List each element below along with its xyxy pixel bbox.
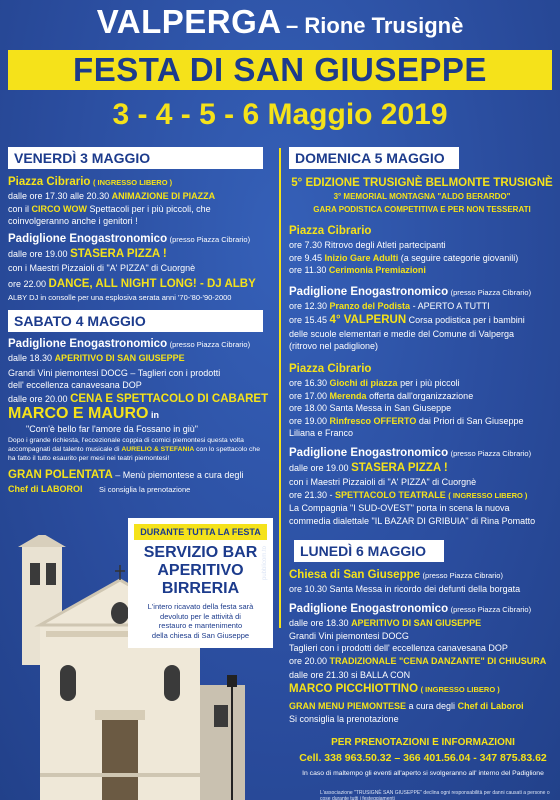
event-highlight: APERITIVO DI SAN GIUSEPPE [351, 618, 482, 628]
text: Grandi Vini piemontesi DOCG – Taglieri con i prodotti [8, 367, 221, 378]
day-header-lunedi: LUNEDÌ 6 MAGGIO [294, 540, 444, 562]
event-highlight: Cerimonia Premiazioni [328, 265, 426, 275]
text: con i Maestri Pizzaioli di "A' PIZZA" di Cuorgnè [289, 477, 477, 487]
text: in [150, 410, 159, 420]
text: ore 18.00 Santa Messa in San Giuseppe [289, 403, 452, 413]
city-name: VALPERGA [96, 3, 282, 40]
time-text: ore 21.30 - [289, 489, 333, 500]
place-label: Padiglione Enogastronomico [289, 603, 449, 615]
text: della chiesa di San Giuseppe [151, 630, 250, 640]
day-header-venerdi: VENERDÌ 3 MAGGIO [8, 147, 263, 169]
text: devoluto per le attività di [160, 611, 241, 621]
text: Liliana e Franco [289, 428, 354, 438]
text: per i più piccoli [400, 378, 460, 388]
text: dai Priori di San Giuseppe [418, 415, 524, 426]
time-text: dalle ore 18.30 [289, 618, 349, 628]
event-highlight: GRAN POLENTATA [8, 469, 113, 481]
event-dates: 3 - 4 - 5 - 6 Maggio 2019 [112, 98, 448, 131]
bar-box-header: DURANTE TUTTA LA FESTA [134, 524, 267, 540]
place-note: (presso Piazza Cibrario) [169, 235, 251, 244]
phone-numbers: Cell. 338 963.50.32 – 366 401.56.04 - 347 875.83.62 [299, 752, 547, 764]
place-note: (presso Piazza Cibrario) [169, 340, 251, 349]
chef-label: Chef di LABOROI [8, 484, 83, 494]
text: ha fatto il tutto esaurito per mesi nei teatri piemontesi! [8, 454, 170, 462]
event-highlight: STASERA PIZZA ! [351, 462, 448, 474]
bar-line: APERITIVO [157, 562, 244, 579]
day-header-domenica: DOMENICA 5 MAGGIO [289, 147, 459, 169]
rione-name: – Rione Trusignè [286, 13, 464, 38]
weather-note: In caso di maltempo gli eventi all'aperto si svolgeranno all' interno del Padiglione [302, 770, 544, 777]
text: L'intero ricavato della festa sarà [147, 602, 254, 611]
chef-label: Chef di Laboroi [457, 701, 524, 711]
event-highlight: CIRCO WOW [31, 203, 88, 214]
text: con il [8, 203, 30, 214]
text: (a seguire categorie giovanili) [400, 252, 519, 263]
text: Grandi Vini piemontesi DOCG [289, 630, 409, 641]
lunedi-block-2 [289, 602, 557, 697]
place-note: (presso Piazza Cibrario) [450, 288, 532, 297]
column-divider [279, 148, 281, 628]
place-note: ( INGRESSO LIBERO ) [420, 684, 500, 694]
place-label: Piazza Cibrario [289, 363, 372, 375]
text: accompagnati dal talento musicale di [8, 445, 120, 453]
time-text: ore 9.45 [289, 252, 323, 263]
bar-info-box [128, 518, 273, 648]
bar-line: SERVIZIO BAR [143, 544, 258, 561]
domenica-block-4 [289, 446, 557, 527]
show-title: "Com'è bello far l'amore da Fossano in giù" [26, 424, 198, 434]
text: ore 7.30 Ritrovo degli Atleti partecipanti [289, 240, 446, 250]
domenica-block-2 [289, 285, 557, 353]
text: La Compagnia "I SUD-OVEST" porta in scena la nuova [289, 503, 510, 513]
venerdi-block-1 [8, 175, 276, 228]
event-highlight: Merenda [329, 390, 367, 401]
lunedi-block-3 [289, 700, 557, 725]
bar-service-text [128, 544, 273, 598]
info-block [289, 736, 557, 778]
text: - APERTO A TUTTI [412, 301, 490, 311]
text: a cura degli [408, 701, 456, 711]
info-title: PER PRENOTAZIONI E INFORMAZIONI [331, 737, 515, 748]
place-label: Padiglione Enogastronomico [289, 286, 449, 298]
event-highlight: TRADIZIONALE "CENA DANZANTE" DI CHIUSURA [329, 655, 547, 666]
domenica-race-block [287, 176, 557, 216]
event-highlight: Pranzo del Podista [329, 301, 411, 311]
text: coinvolgeranno anche i genitori ! [8, 216, 138, 226]
event-highlight: Inizio Gare Adulti [324, 252, 399, 263]
sabato-block-2 [8, 404, 276, 463]
note-text: Si consiglia la prenotazione [289, 713, 399, 724]
text: Spettacoli per i più piccoli, che [89, 203, 211, 214]
performer-name: MARCO PICCHIOTTINO [289, 682, 419, 695]
place-label: Padiglione Enogastronomico [8, 338, 168, 350]
time-text: dalle ore 17.30 alle 20.30 [8, 191, 110, 201]
text: ore 10.30 Santa Messa in ricordo dei defunti della borgata [289, 584, 521, 594]
performer-name: MARCO E MAURO [8, 405, 149, 422]
place-note: (presso Piazza Cibrario) [450, 605, 532, 614]
sabato-block-1 [8, 337, 276, 407]
event-highlight: STASERA PIZZA ! [70, 248, 167, 260]
race-edition: 5° EDIZIONE TRUSIGNÈ BELMONTE TRUSIGNÈ [291, 177, 553, 189]
time-text: ore 15.45 [289, 314, 328, 325]
race-memorial: 3° MEMORIAL MONTAGNA "ALDO BERARDO" [333, 192, 511, 201]
event-highlight: 4° VALPERUN [329, 313, 407, 326]
festa-title: FESTA DI SAN GIUSEPPE [8, 50, 552, 90]
text: dell' eccellenza canavesana DOP [8, 380, 142, 390]
event-highlight: DANCE, ALL NIGHT LONG! - DJ ALBY [48, 277, 256, 290]
header-title [0, 2, 560, 49]
place-label: Piazza Cibrario [8, 176, 91, 188]
domenica-block-3 [289, 362, 557, 440]
venerdi-block-2 [8, 232, 276, 304]
time-text: ore 20.00 [289, 655, 328, 666]
text: Corsa podistica per i bambini [408, 314, 525, 325]
place-note: ( INGRESSO LIBERO ) [92, 178, 173, 187]
event-highlight: APERITIVO DI SAN GIUSEPPE [54, 353, 185, 363]
place-note: (presso Piazza Cibrario) [422, 571, 503, 580]
event-highlight: CENA E SPETTACOLO DI CABARET [70, 392, 269, 405]
time-text: ore 11.30 [289, 265, 327, 275]
designer-credit: pubblicom.to [262, 545, 268, 580]
place-label: Piazza Cibrario [289, 225, 372, 237]
time-text: ore 12.30 [289, 301, 328, 311]
proceeds-text [128, 602, 273, 640]
day-header-sabato: SABATO 4 MAGGIO [8, 310, 263, 332]
event-highlight: GRAN MENU PIEMONTESE [289, 701, 407, 711]
event-highlight: AURELIO & STEFANIA [121, 445, 195, 453]
sabato-block-3 [8, 468, 276, 497]
note-text: Si consiglia la prenotazione [99, 485, 191, 494]
text: commedia dialettale "IL BAZAR DI GRIBUIA" di Rina Pomatto [289, 515, 536, 526]
time-text: ore 22.00 [8, 278, 47, 289]
text: delle scuole elementari e medie del Comune di Valperga [289, 328, 514, 339]
text: – Menù piemontese a cura degli [115, 470, 244, 480]
place-label: Padiglione Enogastronomico [8, 233, 168, 245]
event-highlight: Rinfresco OFFERTO [329, 415, 417, 426]
text: Taglieri con i prodotti dell' eccellenza canavesana DOP [289, 643, 508, 653]
time-text: dalle ore 19.00 [8, 249, 68, 259]
text: dalle ore 21.30 si BALLA CON [289, 670, 411, 680]
text: con i Maestri Pizzaioli di "A' PIZZA" di Cuorgnè [8, 263, 196, 273]
time-text: dalle ore 20.00 [8, 393, 68, 404]
place-label: Padiglione Enogastronomico [289, 447, 449, 459]
time-text: ore 19.00 [289, 415, 328, 426]
domenica-block-1 [289, 224, 557, 277]
race-type: GARA PODISTICA COMPETITIVA E PER NON TESSERATI [313, 204, 531, 214]
time-text: dalle ore 19.00 [289, 463, 349, 473]
disclaimer: L'associazione "TRUSIGNÈ SAN GIUSEPPE" declina ogni responsabilità per danni causati a persone o cose durante tutti i festeggiamenti [320, 790, 550, 800]
text: restauro e mantenimento [158, 621, 243, 630]
event-highlight: ANIMAZIONE DI PIAZZA [111, 191, 216, 201]
text: ALBY DJ in consolle per una esplosiva serata anni '70-'80-'90-2000 [8, 292, 232, 302]
place-note: ( INGRESSO LIBERO ) [448, 490, 528, 500]
event-highlight: Giochi di piazza [329, 378, 398, 388]
time-text: ore 16.30 [289, 378, 328, 388]
text: (ritrovo nel padiglione) [289, 341, 379, 351]
time-text: ore 17.00 [289, 390, 328, 401]
text: Dopo i grande richiesta, l'eccezionale coppia di comici piemontesi questa volta [8, 436, 244, 444]
text: con lo spettacolo che [196, 445, 260, 453]
place-label: Chiesa di San Giuseppe [289, 569, 421, 581]
event-highlight: SPETTACOLO TEATRALE [335, 489, 446, 500]
bar-line: BIRRERIA [161, 580, 240, 597]
text: offerta dall'organizzazione [369, 390, 474, 401]
place-note: (presso Piazza Cibrario) [450, 449, 532, 458]
time-text: dalle 18.30 [8, 353, 53, 363]
lunedi-block-1 [289, 568, 557, 596]
